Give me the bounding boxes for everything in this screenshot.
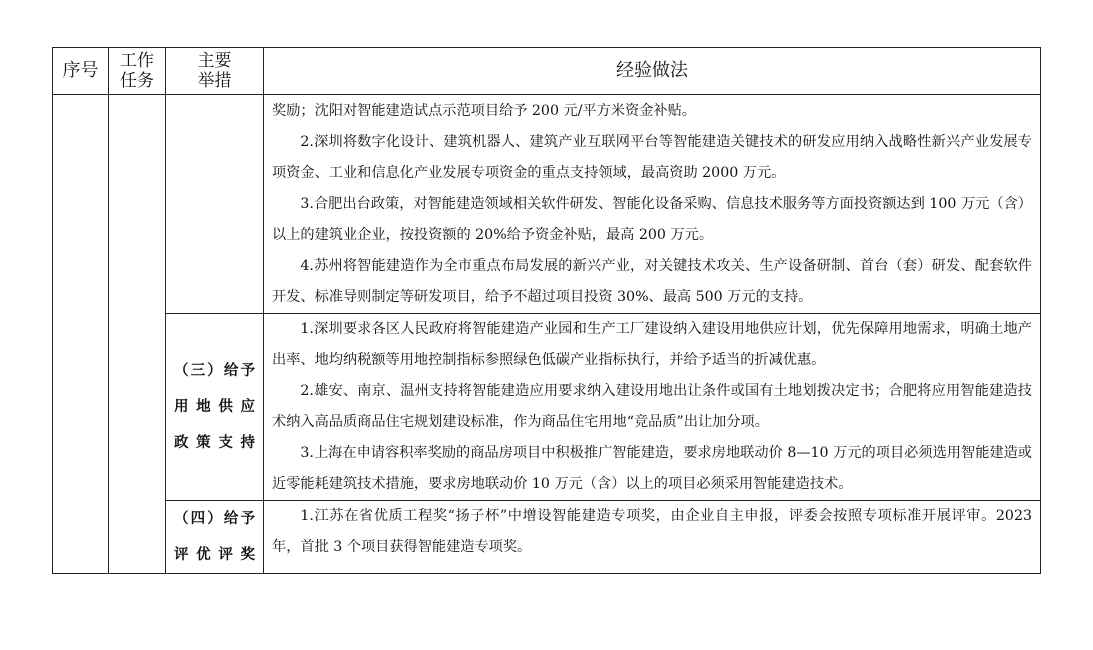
work-task-cell — [109, 95, 166, 574]
experience-cell — [264, 95, 1041, 314]
table-row — [53, 95, 1041, 314]
table-row — [53, 501, 1041, 574]
measure-cell — [166, 95, 264, 314]
header-main-measures — [166, 48, 264, 95]
experience-paragraph: 3.合肥出台政策，对智能建造领域相关软件研发、智能化设备采购、信息技术服务等方面投资额达到 100 万元（含）以上的建筑业企业，按投资额的 20%给予资金补贴，最高 200 万元。 — [272, 196, 1032, 243]
experience-cell — [264, 501, 1041, 574]
header-work-task-line1: 工作 — [120, 51, 154, 71]
header-main-measures-line1: 主要 — [197, 51, 232, 71]
experience-paragraph: 2.雄安、南京、温州支持将智能建造应用要求纳入建设用地出让条件或国有土地划拨决定书；合肥将应用智能建造技术纳入高品质商品住宅规划建设标准，作为商品住宅用地“竞品质”出让加分项。 — [272, 383, 1032, 430]
header-experience-label: 经验做法 — [616, 60, 688, 81]
header-main-measures-line2: 举措 — [197, 71, 232, 91]
measure-cell — [166, 501, 264, 574]
measure-line: （三）给予 — [174, 362, 255, 379]
header-serial-number — [53, 48, 109, 95]
header-serial-label: 序号 — [62, 60, 99, 81]
experience-paragraph: 3.上海在申请容积率奖励的商品房项目中积极推广智能建造，要求房地联动价 8—10 万元的项目必须选用智能建造或近零能耗建筑技术措施，要求房地联动价 10 万元（含）以上的项目必须采用智能建造技术。 — [272, 445, 1032, 492]
table-row — [53, 314, 1041, 501]
experience-table — [52, 47, 1041, 574]
experience-paragraph: 1.江苏在省优质工程奖“扬子杯”中增设智能建造专项奖，由企业自主申报，评委会按照专项标准开展评审。2023 年，首批 3 个项目获得智能建造专项奖。 — [272, 508, 1032, 555]
measure-line: 政策支持 — [174, 434, 255, 451]
experience-paragraph: 2.深圳将数字化设计、建筑机器人、建筑产业互联网平台等智能建造关键技术的研发应用纳入战略性新兴产业发展专项资金、工业和信息化产业发展专项资金的重点支持领域，最高资助 2000 万元。 — [272, 134, 1032, 181]
experience-paragraph: 4.苏州将智能建造作为全市重点布局发展的新兴产业，对关键技术攻关、生产设备研制、首台（套）研发、配套软件开发、标准导则制定等研发项目，给予不超过项目投资 30%、最高 500 万元的支持。 — [272, 258, 1032, 305]
header-experience — [264, 48, 1041, 95]
experience-cell — [264, 314, 1041, 501]
header-work-task — [109, 48, 166, 95]
table-header-row — [53, 48, 1041, 95]
experience-paragraph: 奖励；沈阳对智能建造试点示范项目给予 200 元/平方米资金补贴。 — [272, 103, 696, 119]
header-work-task-line2: 任务 — [120, 71, 154, 91]
measure-line: 评优评奖 — [174, 546, 255, 563]
experience-paragraph: 1.深圳要求各区人民政府将智能建造产业园和生产工厂建设纳入建设用地供应计划，优先保障用地需求，明确土地产出率、地均纳税额等用地控制指标参照绿色低碳产业指标执行，并给予适当的折减优惠。 — [272, 321, 1032, 368]
measure-line: 用地供应 — [174, 398, 255, 415]
measure-line: （四）给予 — [174, 510, 255, 527]
serial-number-cell — [53, 95, 109, 574]
measure-cell — [166, 314, 264, 501]
